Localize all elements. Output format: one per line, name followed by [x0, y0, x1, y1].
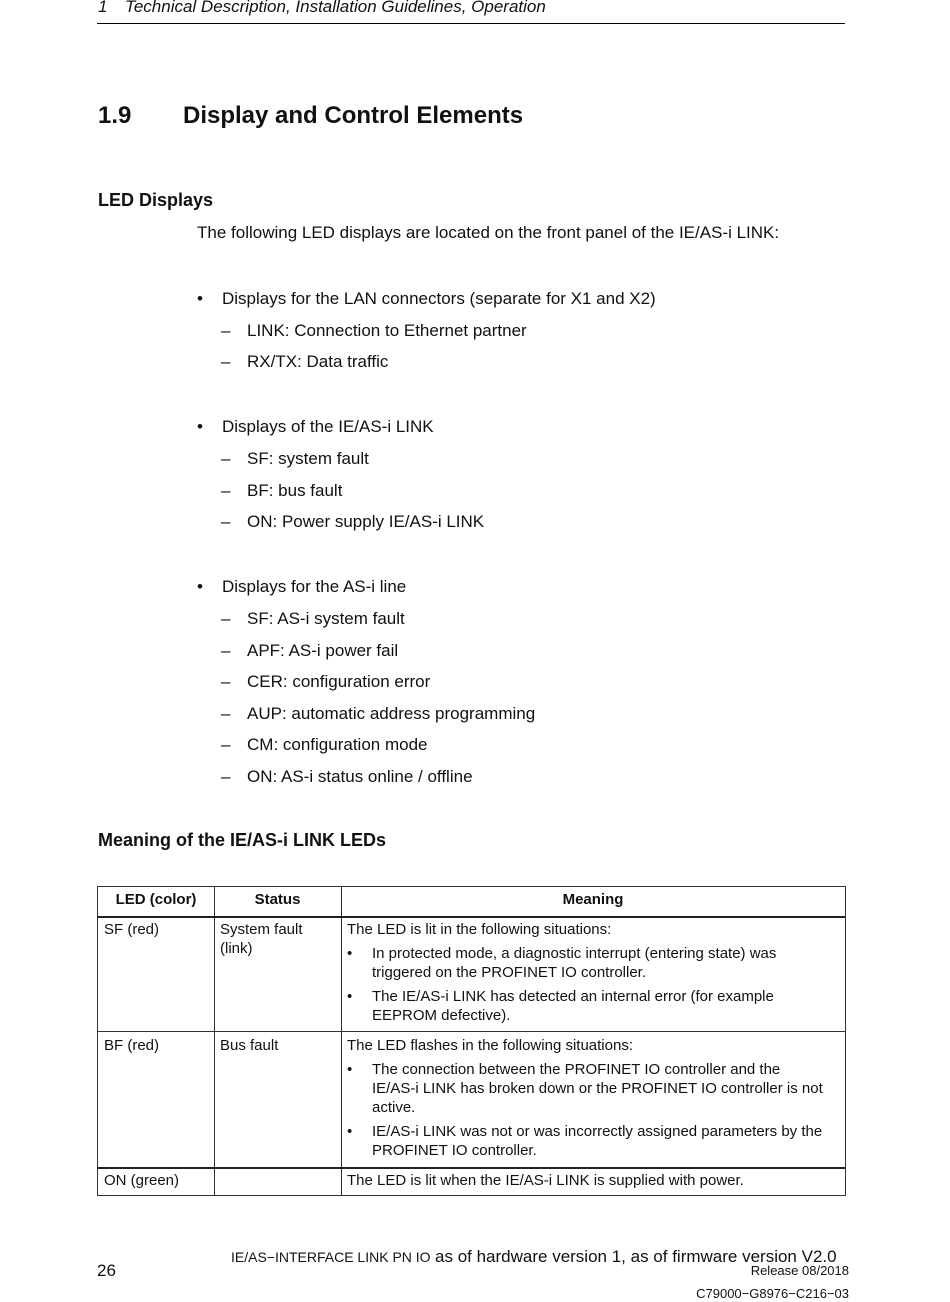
dash-mark: – — [221, 767, 231, 786]
bullet-mark: • — [347, 988, 353, 1005]
bullet-text: The connection between the PROFINET IO controller and the IE/AS-i LINK has broken down or the PROFINET IO controller is not active. — [372, 1061, 823, 1116]
dash-text: ON: Power supply IE/AS-i LINK — [247, 512, 485, 531]
page-number: 26 — [97, 1261, 116, 1280]
bullet-text: In protected mode, a diagnostic interrupt (entering state) was triggered on the PROFINET IO controller. — [372, 945, 777, 981]
dash-text: AUP: automatic address programming — [247, 704, 536, 723]
dash-mark: – — [221, 512, 231, 531]
dash-mark: – — [221, 672, 231, 691]
row-divider — [98, 1167, 845, 1169]
dash-text: CER: configuration error — [247, 672, 431, 691]
dash-mark: – — [221, 321, 231, 340]
dash-mark: – — [221, 352, 231, 371]
bullet-text: The IE/AS-i LINK has detected an internal error (for example EEPROM defective). — [372, 988, 774, 1024]
dash-text: RX/TX: Data traffic — [247, 352, 389, 371]
bullet-text: IE/AS-i LINK was not or was incorrectly assigned parameters by the PROFINET IO controller. — [372, 1123, 823, 1159]
bullet-mark: • — [197, 289, 203, 308]
column-divider — [214, 887, 215, 1195]
header-rule — [97, 23, 845, 24]
footer-document-title — [231, 1247, 837, 1267]
led-displays-intro: The following LED displays are located on the front panel of the IE/AS-i LINK: — [197, 223, 780, 242]
row-divider — [98, 1031, 845, 1032]
bullet-text: Displays of the IE/AS-i LINK — [222, 417, 434, 436]
dash-mark: – — [221, 481, 231, 500]
dash-mark: – — [221, 449, 231, 468]
dash-text: ON: AS-i status online / offline — [247, 767, 473, 786]
bullet-mark: • — [347, 945, 353, 962]
section-title-text: Display and Control Elements — [183, 102, 524, 129]
led-displays-heading: LED Displays — [98, 190, 214, 210]
footer-version: as of hardware version 1, as of firmware version V2.0 — [435, 1247, 837, 1266]
dash-mark: – — [221, 609, 231, 628]
running-header — [98, 0, 546, 17]
section-number: 1.9 — [98, 102, 132, 129]
footer-order-number: C79000−G8976−C216−03 — [696, 1286, 849, 1301]
cell-led: BF (red) — [104, 1037, 160, 1054]
dash-text: CM: configuration mode — [247, 735, 428, 754]
dash-text: SF: system fault — [247, 449, 369, 468]
cell-meaning: The LED is lit in the following situations: — [347, 921, 612, 938]
section-title — [98, 102, 523, 130]
dash-text: APF: AS-i power fail — [247, 641, 399, 660]
dash-mark: – — [221, 735, 231, 754]
column-header-meaning: Meaning — [562, 891, 624, 908]
dash-text: BF: bus fault — [247, 481, 343, 500]
cell-meaning: The LED is lit when the IE/AS-i LINK is supplied with power. — [347, 1172, 744, 1189]
dash-text: SF: AS-i system fault — [247, 609, 405, 628]
column-header-status: Status — [254, 891, 301, 908]
cell-status: Bus fault — [220, 1037, 279, 1054]
bullet-text: Displays for the LAN connectors (separate for X1 and X2) — [222, 289, 656, 308]
column-divider — [341, 887, 342, 1195]
chapter-number: 1 — [98, 0, 108, 16]
column-header-led: LED (color) — [115, 891, 197, 908]
bullet-mark: • — [347, 1123, 353, 1140]
bullet-mark: • — [347, 1061, 353, 1078]
footer-product: IE/AS−INTERFACE LINK PN IO — [231, 1249, 431, 1265]
cell-led: SF (red) — [104, 921, 160, 938]
led-meaning-table — [97, 886, 846, 1196]
cell-led: ON (green) — [104, 1172, 180, 1189]
cell-status: System fault (link) — [220, 921, 303, 957]
footer-release: Release 08/2018 — [750, 1263, 849, 1278]
chapter-title: Technical Description, Installation Guidelines, Operation — [125, 0, 546, 16]
cell-meaning: The LED flashes in the following situations: — [347, 1037, 633, 1054]
bullet-mark: • — [197, 417, 203, 436]
dash-mark: – — [221, 641, 231, 660]
meaning-heading: Meaning of the IE/AS-i LINK LEDs — [98, 830, 387, 850]
dash-text: LINK: Connection to Ethernet partner — [247, 321, 527, 340]
header-divider — [98, 916, 845, 918]
bullet-mark: • — [197, 577, 203, 596]
bullet-text: Displays for the AS-i line — [222, 577, 407, 596]
dash-mark: – — [221, 704, 231, 723]
